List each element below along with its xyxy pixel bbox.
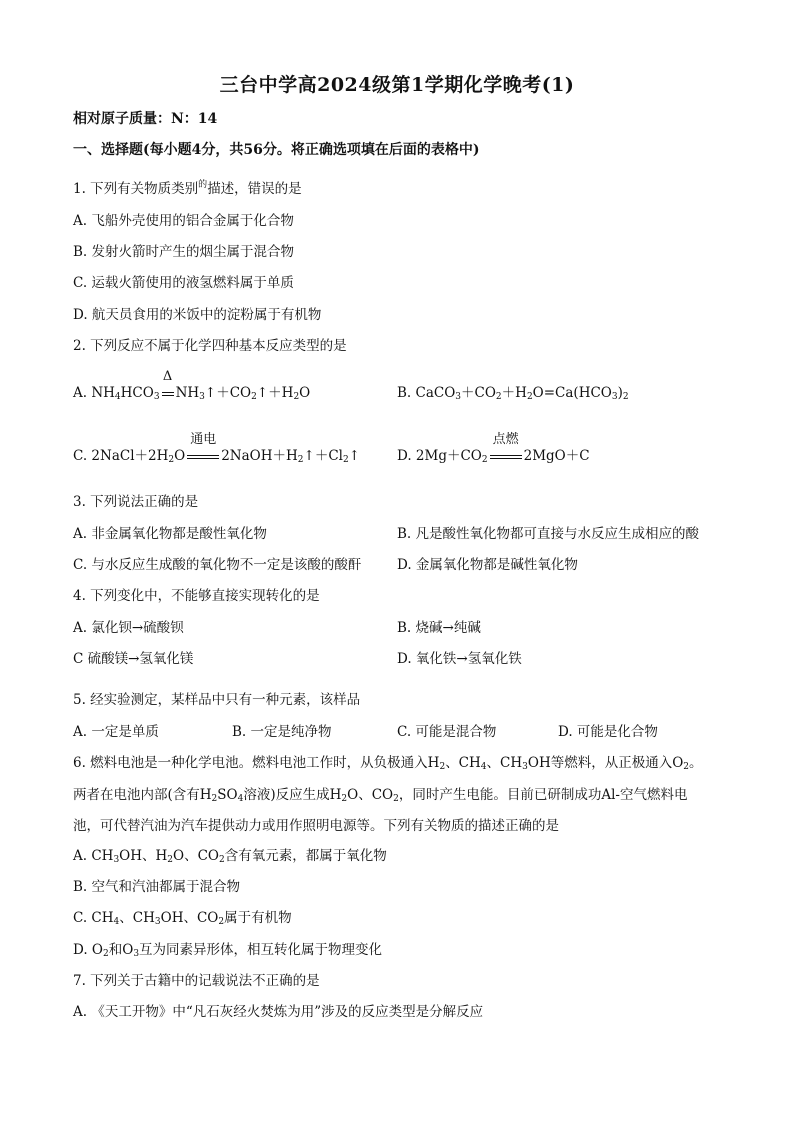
- question-5-option-d: D. 可能是化合物: [558, 724, 658, 740]
- section-heading: 一、选择题(每小题4分，共56分。将正确选项填在后面的表格中): [73, 142, 480, 158]
- question-1-option-b: B. 发射火箭时产生的烟尘属于混合物: [73, 244, 295, 260]
- question-2-option-d: D. $2Mg+CO_2$ 点燃 2MgO＋C: [397, 432, 590, 465]
- question-3-option-d: D. 金属氧化物都是碱性氧化物: [397, 557, 578, 573]
- question-2-stem: 2. 下列反应不属于化学四种基本反应类型的是: [73, 338, 347, 354]
- question-5-stem: 5. 经实验测定，某样品中只有一种元素，该样品: [73, 692, 361, 708]
- atomic-mass-note: 相对原子质量：N：14: [73, 111, 218, 127]
- question-6-line-2: 两者在电池内部(含有$H_2SO_4$溶液)反应生成$H_2O$、$CO_2$，同时产生电能。目前已研制成功Al-空气燃料电: [73, 787, 688, 804]
- question-5-option-a: A. 一定是单质: [73, 724, 159, 740]
- question-5-option-c: C. 可能是混合物: [397, 724, 497, 740]
- question-1-option-a: A. 飞船外壳使用的铝合金属于化合物: [73, 213, 294, 229]
- question-4-option-c: C 硫酸镁→氢氧化镁: [73, 651, 194, 667]
- question-2-option-a: A. $NH_4HCO_3$ Δ $NH_3↑+CO_2↑+H_2O$: [73, 369, 311, 402]
- question-6-option-d: D. $O_2$和$O_3$互为同素异形体，相互转化属于物理变化: [73, 942, 383, 959]
- question-3-stem: 3. 下列说法正确的是: [73, 494, 199, 510]
- question-3-option-a: A. 非金属氧化物都是酸性氧化物: [73, 526, 267, 542]
- question-6-option-c: C. $CH_4$、$CH_3OH$、$CO_2$属于有机物: [73, 910, 292, 927]
- question-6-line-3: 池，可代替汽油为汽车提供动力或用作照明电源等。下列有关物质的描述正确的是: [73, 818, 559, 834]
- question-4-option-a: A. 氯化钡→硫酸钡: [73, 620, 184, 636]
- question-6-option-b: B. 空气和汽油都属于混合物: [73, 879, 241, 895]
- question-6-option-a: A. $CH_3OH$、$H_2O$、$CO_2$含有氧元素，都属于氧化物: [73, 848, 387, 865]
- question-4-stem: 4. 下列变化中，不能够直接实现转化的是: [73, 588, 320, 604]
- question-2-option-b: B. $CaCO_3+CO_2+H_2O=Ca(HCO_3)_2$: [397, 385, 629, 402]
- question-1-stem: 1. 下列有关物质类别$^的$描述，错误的是: [73, 180, 302, 197]
- question-4-option-d: D. 氧化铁→氢氧化铁: [397, 651, 522, 667]
- question-4-option-b: B. 烧碱→纯碱: [397, 620, 481, 636]
- page-title: 三台中学高2024级第1学期化学晚考(1): [219, 74, 575, 96]
- question-3-option-c: C. 与水反应生成酸的氧化物不一定是该酸的酸酐: [73, 557, 362, 573]
- question-3-option-b: B. 凡是酸性氧化物都可直接与水反应生成相应的酸: [397, 526, 700, 542]
- question-7-option-a: A. 《天工开物》中“凡石灰经火焚炼为用”涉及的反应类型是分解反应: [73, 1004, 484, 1020]
- question-1-option-c: C. 运载火箭使用的液氢燃料属于单质: [73, 275, 294, 291]
- question-2-option-c: C. $2NaCl+2H_2O$ 通电 $2NaOH+H_2↑+Cl_2↑$: [73, 432, 361, 465]
- question-1-option-d: D. 航天员食用的米饭中的淀粉属于有机物: [73, 307, 322, 323]
- question-7-stem: 7. 下列关于古籍中的记载说法不正确的是: [73, 973, 320, 989]
- question-5-option-b: B. 一定是纯净物: [232, 724, 332, 740]
- question-6-line-1: 6. 燃料电池是一种化学电池。燃料电池工作时，从负极通入$H_2$、$CH_4$、$CH_3OH$等燃料，从正极通入$O_2$。: [73, 755, 703, 772]
